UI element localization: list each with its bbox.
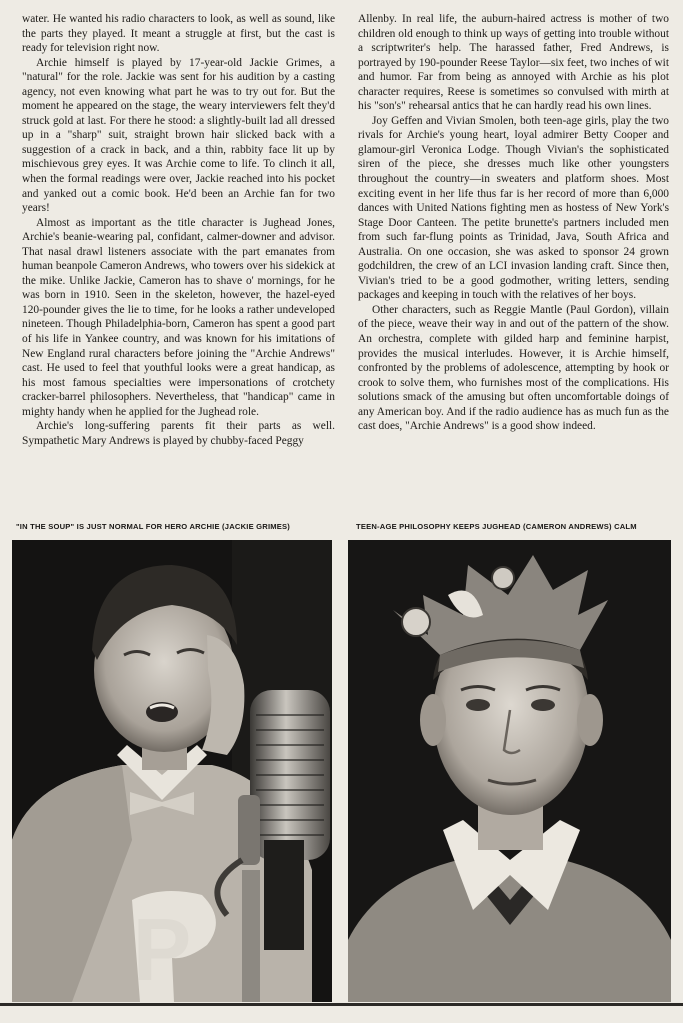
paragraph: Joy Geffen and Vivian Smolen, both teen-age girls, play the two rivals for Archie's young heart, loyal admirer Betty Cooper and glamour-girl Veronica Lodge. Though Vivian's the sophisticated siren of the piece, she dresses much like other youngsters throughout the country—in sweaters and platform shoes. Most exciting event in her life thus far is her record of more than 6,000 dances with United Nations fighting men as hostess of New York's Stage Door Canteen. The petite brunette's partners included men from such far-flung points as Trinidad, Java, South Africa and Australia. On one occasion, she was asked to sponsor 24 grown godchildren, the crew of an LCI invasion landing craft. Since then, Vivian's tried to be a good godmother, writing letters, sending packages and keeping in touch with the relatives of her boys. xyxy=(358,114,669,302)
archie-photo-illustration xyxy=(12,540,332,1002)
article-column-right xyxy=(358,12,669,434)
photo-archie-at-microphone xyxy=(12,540,332,1002)
paragraph: Archie's long-suffering parents fit their parts as well. Sympathetic Mary Andrews is played by chubby-faced Peggy xyxy=(22,420,335,447)
paragraph: Other characters, such as Reggie Mantle (Paul Gordon), villain of the piece, weave their way in and out of the pattern of the show. An orchestra, complete with gilded harp and feminine harpist, provides the musical interludes. However, it is Archie himself, confronted by the problems of adolescence, attempting by hook or crook to solve them, who furnishes most of the complications. His solutions smack of the amusing but often uncomfortable doings of any American boy. And if the radio audience has as much fun as the cast does, "Archie Andrews" is a good show indeed. xyxy=(358,303,669,433)
paragraph: Archie himself is played by 17-year-old Jackie Grimes, a "natural" for the role. Jackie was sent for his audition by a casting agency, not even knowing what part he was to try out for. But the moment he appeared on the stage, the weary interviewers felt they'd struck gold at last. For there he stood: a slightly-built lad all dressed up in a "sharp" suit, straight brown hair slicked back with a suggestion of a crack in back, and a thin, rabbity face lit up by mischievous grey eyes. It was Archie come to life. To clinch it all, when the formal readings were over, Jackie reached into his pocket and yanked out a comic book. He'd been an Archie fan for two years! xyxy=(22,56,335,215)
paragraph: Allenby. In real life, the auburn-haired actress is mother of two children old enough to think up ways of getting into trouble without a scriptwriter's help. The harassed father, Fred Andrews, is portrayed by 190-pounder Reese Taylor—six feet, two inches of wit and humor. Far from being as annoyed with Archie as his plot character requires, Reese is sometimes so convulsed with mirth at his "son's" rehearsal antics that he can hardly read his own lines. xyxy=(358,13,669,113)
jughead-photo-illustration xyxy=(348,540,671,1002)
photo-jughead-in-beanie xyxy=(348,540,671,1002)
sweater-letter: P xyxy=(132,900,192,999)
page-bottom-rule xyxy=(0,1003,683,1006)
paragraph: Almost as important as the title character is Jughead Jones, Archie's beanie-wearing pal, confidant, calmer-downer and advisor. That nasal drawl listeners associate with the part emanates from human beanpole Cameron Andrews, who towers over his sidekick at the mike. Unlike Jackie, Cameron has to shave o' mornings, for he was born in 1910. Seen in the skeleton, however, the hazel-eyed 120-pounder gives the lie to time, for he looks a rather undeveloped nineteen. Though Philadelphia-born, Cameron has spent a good part of his life in Yankee country, and was known for his imitations of New England rural characters before joining the "Archie Andrews" cast. He used to feel that youthful looks were a great handicap, as his most famous specialties were impersonations of crotchety cracker-barrel philosophers. Nevertheless, that "handicap" came in mighty handy when he applied for the Jughead role. xyxy=(22,216,335,418)
paragraph: water. He wanted his radio characters to look, as well as sound, like the parts they played. It meant a struggle at first, but the cast is ready for television right now. xyxy=(22,13,335,55)
photo-caption-jughead: TEEN-AGE PHILOSOPHY KEEPS JUGHEAD (CAMERON ANDREWS) CALM xyxy=(356,522,637,531)
photo-caption-archie: "IN THE SOUP" IS JUST NORMAL FOR HERO ARCHIE (JACKIE GRIMES) xyxy=(16,522,291,531)
article-column-left xyxy=(22,12,335,448)
